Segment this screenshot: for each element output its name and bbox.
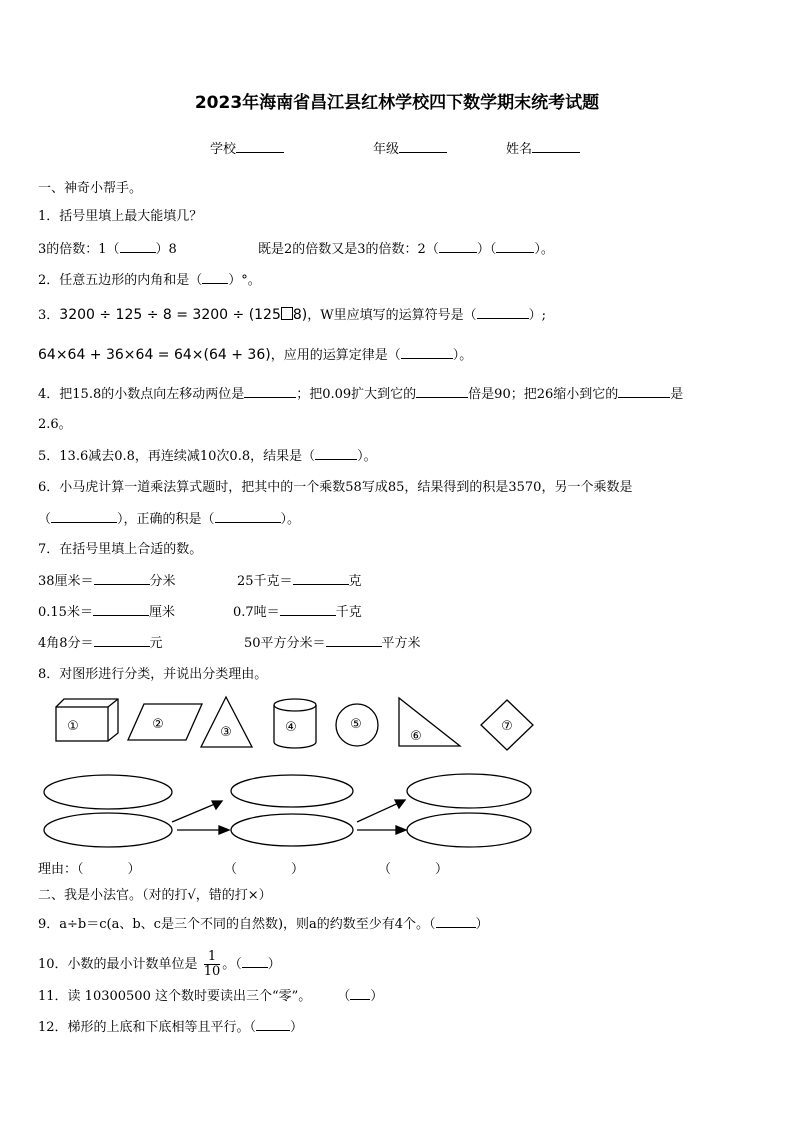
shapes-figure bbox=[0, 690, 794, 860]
q7-row: 25千克＝ 克 bbox=[237, 574, 362, 589]
q1-blank-a[interactable] bbox=[120, 240, 156, 253]
q7-row: 0.15米＝ 厘米 bbox=[38, 605, 175, 620]
shape-label-5: ⑤ bbox=[350, 717, 362, 732]
q5-blank[interactable] bbox=[315, 447, 357, 460]
shape-label-4: ④ bbox=[285, 720, 297, 735]
q11-blank[interactable] bbox=[350, 987, 370, 1000]
q1-blank-b1[interactable] bbox=[439, 240, 477, 253]
ellipse-oval[interactable] bbox=[407, 813, 531, 847]
shape-label-7: ⑦ bbox=[501, 719, 513, 734]
q1-part-a: 3的倍数：1（ ）8 bbox=[38, 242, 177, 257]
q9: 9．a÷b＝c(a、b、c是三个不同的自然数)，则a的约数至少有4个。（ ） bbox=[38, 917, 489, 932]
q1-text: 1．括号里填上最大能填几？ bbox=[38, 209, 203, 224]
arrow-icon bbox=[357, 826, 406, 834]
q5: 5．13.6减去0.8，再连续减10次0.8，结果是（ ）。 bbox=[38, 449, 377, 464]
q8-reason-2: （ ） bbox=[224, 862, 305, 877]
q8-reasons: 理由：（ ） bbox=[38, 862, 141, 877]
q4-blank-1[interactable] bbox=[244, 385, 296, 398]
right-triangle-shape bbox=[399, 698, 460, 746]
q7-blank[interactable] bbox=[293, 572, 349, 585]
ellipse-oval[interactable] bbox=[407, 774, 531, 808]
q7-text: 7．在括号里填上合适的数。 bbox=[38, 542, 203, 557]
q1-blank-b2[interactable] bbox=[496, 240, 534, 253]
q7-row: 0.7吨＝ 千克 bbox=[233, 605, 362, 620]
q7-row: 38厘米＝ 分米 bbox=[38, 574, 176, 589]
arrow-icon bbox=[357, 800, 405, 822]
shape-label-1: ① bbox=[67, 719, 79, 734]
q7-blank[interactable] bbox=[94, 634, 150, 647]
q7-blank[interactable] bbox=[326, 634, 382, 647]
q7-row: 50平方分米＝ 平方米 bbox=[244, 636, 421, 651]
q7-row: 4角8分＝ 元 bbox=[38, 636, 163, 651]
q1-part-b: 既是2的倍数又是3的倍数：2（ ）（ ）。 bbox=[258, 242, 554, 257]
section1-heading: 一、神奇小帮手。 bbox=[38, 181, 143, 196]
q10: 10．小数的最小计数单位是 $\frac{1}{10}$ 。（ ） bbox=[38, 949, 281, 979]
q8-reason-3: （ ） bbox=[378, 862, 449, 877]
cuboid-shape bbox=[56, 699, 118, 741]
q2: 2．任意五边形的内角和是（ ）°。 bbox=[38, 273, 261, 288]
q3-blank-2[interactable] bbox=[401, 346, 453, 359]
q3-line1: 3．3200 ÷ 125 ÷ 8 = 3200 ÷ (125 8)，W里应填写的运算符号是（ ）; bbox=[38, 307, 547, 323]
q9-blank[interactable] bbox=[436, 915, 476, 928]
q3-line2: 64×64 + 36×64 = 64×(64 + 36)，应用的运算定律是（ ）。 bbox=[38, 347, 473, 363]
q2-blank[interactable] bbox=[202, 271, 228, 284]
q3-blank-1[interactable] bbox=[477, 306, 529, 319]
q7-blank[interactable] bbox=[94, 572, 150, 585]
ellipse-oval[interactable] bbox=[44, 813, 172, 847]
q12-blank[interactable] bbox=[256, 1018, 290, 1031]
q6-line1: 6．小马虎计算一道乘法算式题时，把其中的一个乘数58写成85，结果得到的积是3570，另一个乘数是 bbox=[38, 480, 633, 495]
arrow-icon bbox=[172, 801, 222, 822]
square-box-icon[interactable] bbox=[281, 307, 293, 320]
ellipse-oval[interactable] bbox=[231, 814, 353, 846]
shape-label-2: ② bbox=[152, 717, 164, 732]
q8-text: 8．对图形进行分类，并说出分类理由。 bbox=[38, 667, 268, 682]
fraction: $\frac{1}{10}$ bbox=[203, 949, 221, 979]
q4-line2: 2.6。 bbox=[38, 417, 72, 432]
section2-heading: 二、我是小法官。（对的打√，错的打×） bbox=[38, 888, 272, 903]
shape-label-3: ③ bbox=[220, 725, 232, 740]
ellipse-oval[interactable] bbox=[44, 775, 172, 809]
name-field[interactable]: 姓名 bbox=[506, 140, 580, 159]
page-title: 2023年海南省昌江县红林学校四下数学期末统考试题 bbox=[194, 93, 600, 113]
q4-blank-3[interactable] bbox=[618, 385, 670, 398]
q7-blank[interactable] bbox=[93, 603, 149, 616]
grade-field[interactable]: 年级 bbox=[373, 140, 447, 159]
q10-blank[interactable] bbox=[242, 955, 268, 968]
q6-blank-2[interactable] bbox=[215, 510, 281, 523]
arrow-icon bbox=[177, 826, 229, 834]
q7-blank[interactable] bbox=[280, 603, 336, 616]
school-field[interactable]: 学校 bbox=[210, 140, 284, 159]
q12: 12．梯形的上底和下底相等且平行。（ ） bbox=[38, 1020, 304, 1035]
q11: 11．读 10300500 这个数时要读出三个“零”。 （ ） bbox=[38, 989, 384, 1004]
ellipse-oval[interactable] bbox=[231, 775, 353, 807]
q4-line1: 4．把15.8的小数点向左移动两位是 ；把0.09扩大到它的 倍是90；把26缩小到它的 是 bbox=[38, 387, 684, 402]
parallelogram-shape bbox=[128, 704, 202, 740]
q6-line2: （ ），正确的积是（ ）。 bbox=[38, 512, 301, 527]
shape-label-6: ⑥ bbox=[410, 729, 422, 744]
q4-blank-2[interactable] bbox=[416, 385, 468, 398]
q6-blank-1[interactable] bbox=[51, 510, 117, 523]
